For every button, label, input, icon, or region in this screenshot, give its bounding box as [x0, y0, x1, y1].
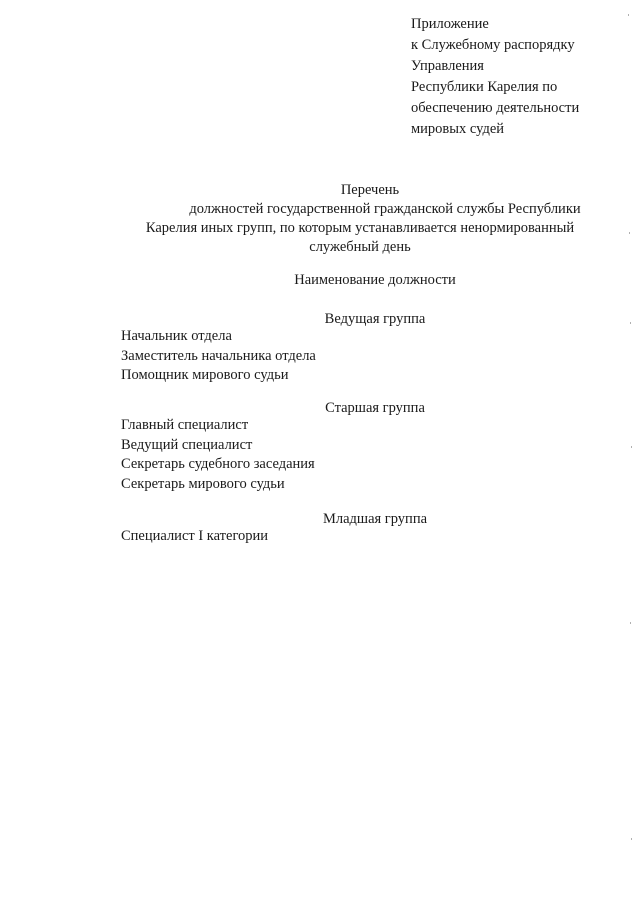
group-title-leading: Ведущая группа	[324, 311, 426, 327]
position-list-junior	[121, 527, 521, 547]
position-list-leading	[121, 327, 521, 386]
position-item: Заместитель начальника отдела	[121, 347, 316, 364]
position-item: Помощник мирового судьи	[121, 367, 289, 383]
document-title	[100, 181, 640, 257]
column-header: Наименование должности	[294, 272, 456, 288]
group-title-junior: Младшая группа	[322, 511, 428, 527]
scan-speck	[630, 322, 631, 324]
position-list-senior	[121, 416, 521, 494]
title-line: Перечень	[340, 182, 400, 198]
scan-speck	[630, 622, 631, 624]
scan-speck	[629, 232, 630, 234]
appendix-line: к Служебному распорядку	[411, 37, 575, 53]
appendix-line: Республики Карелия по	[411, 79, 558, 95]
position-item: Ведущий специалист	[121, 436, 253, 453]
title-line: служебный день	[309, 239, 411, 255]
position-item: Секретарь судебного заседания	[121, 456, 315, 472]
position-item: Секретарь мирового судьи	[121, 475, 285, 492]
scan-speck	[628, 14, 629, 16]
scan-speck	[631, 838, 632, 840]
appendix-note	[411, 14, 631, 140]
scan-speck	[631, 446, 632, 448]
position-item: Главный специалист	[121, 417, 249, 433]
title-line: Карелия иных групп, по которым устанавливается ненормированный	[145, 220, 575, 236]
title-line: должностей государственной гражданской службы Республики	[189, 201, 581, 217]
appendix-line: мировых судей	[411, 121, 505, 137]
group-title-senior: Старшая группа	[325, 400, 425, 416]
appendix-line: обеспечению деятельности	[411, 100, 580, 116]
position-item: Начальник отдела	[121, 328, 232, 344]
appendix-line: Приложение	[411, 16, 489, 32]
position-item: Специалист I категории	[121, 528, 269, 544]
appendix-line: Управления	[411, 58, 484, 74]
